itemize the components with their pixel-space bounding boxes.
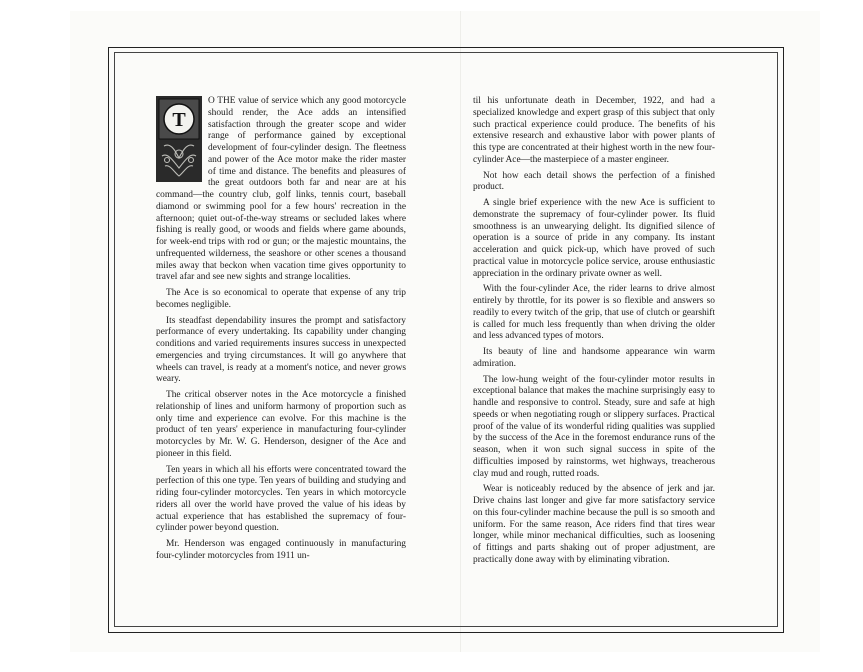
right-paragraph-2: Not how each detail shows the perfection of a finished product. [473,170,715,193]
left-column [156,96,406,567]
dropcap-letter: T [172,109,186,131]
left-paragraph-3: Its steadfast dependability insures the prompt and satisfactory performance of every undertaking. Its capability under changing conditions and varied requirements insures success in unexpected emergencies and trying circumstances. It will go anywhere that wheels can travel, is ready at a moment's notice, and never grows weary. [156,315,406,385]
right-paragraph-6: The low-hung weight of the four-cylinder motor results in exceptional balance that makes the machine surprisingly easy to handle and responsive to control. Steady, sure and safe at high speeds or when negotiating rough or slippery surfaces. Practical proof of the value of its wonderful riding qualities was supplied by the success of the Ace in the foremost endurance runs of the season, when it won such signal success in spite of the difficulties imposed by rainstorms, wet highways, treacherous clay mud and rough, rutted roads. [473,374,715,479]
right-paragraph-3: A single brief experience with the new Ace is sufficient to demonstrate the supremacy of four-cylinder power. Its fluid smoothness is an unwearying delight. Its dignified silence of operation is a source of pride in any company. Its instant acceleration and quick pick-up, which have proved of such practical value in motorcycle police service, arouse enthusiastic appreciation in the ordinary private owner as well. [473,198,715,279]
ornamental-dropcap-icon [156,96,202,182]
right-paragraph-5: Its beauty of line and handsome appearance win warm admiration. [473,347,715,369]
right-paragraph-1: til his unfortunate death in December, 1922, and had a specialized knowledge and expert grasp of this subject that only such practical experience could produce. The benefits of his extensive research and exhaustive labor with power plants of this type are concentrated at their highest worth in the new four-cylinder Ace—the masterpiece of a master engineer. [473,96,715,165]
left-paragraph-5: Ten years in which all his efforts were concentrated toward the perfection of this one type. Ten years of building and studying and riding four-cylinder motorcycles. Ten years in which motorcycle riders all over the world have proved the value of his ideas by actual experience that has established the supremacy of four-cylinder power beyond question. [156,464,406,534]
right-column [473,96,715,571]
left-paragraph-4: The critical observer notes in the Ace motorcycle a finished relationship of lines and uniform harmony of proportion such as only time and experience can evolve. For this machine is the product of ten years' experience in manufacturing four-cylinder motorcycles by Mr. W. G. Henderson, designer of the Ace and pioneer in this field. [156,390,406,459]
left-paragraph-1: O THE value of service which any good motorcycle should render, the Ace adds an intensified satisfaction through the greater scope and wider range of performance gained by exceptional development of four-cylinder design. The fleetness and power of the Ace motor make the rider master of time and distance. The benefits and pleasures of the great outdoors both far and near are at his command—the country club, golf links, tennis court, baseball diamond or swimming pool for a few hours' recreation in the afternoon; quiet out-of-the-way streams or secluded lakes where fishing is really good, or woods and fields where game abounds, for week-end trips with rod or gun; or the majestic mountains, the unfrequented wilderness, the seashore or other scenes a thousand miles away that beckon when vacation time gives opportunity to travel afar and see new sights and strange localities. [156,96,406,283]
right-paragraph-4: With the four-cylinder Ace, the rider learns to drive almost entirely by throttle, for its power is so flexible and answers so readily to every twitch of the grip, that use of clutch or gearshift is called for much less frequently than when driving the older and less advanced types of motors. [473,284,715,342]
left-paragraph-6: Mr. Henderson was engaged continuously in manufacturing four-cylinder motorcycles from 1911 un- [156,539,406,561]
right-paragraph-7: Wear is noticeably reduced by the absence of jerk and jar. Drive chains last longer and give far more satisfactory service on this four-cylinder machine because the pull is so smooth and uniform. For the same reason, Ace riders find that tires wear longer, while minor mechanical difficulties, such as loosening of fittings and parts shaking out of proper adjustment, are practically done away with by eliminating vibration. [473,484,715,565]
left-paragraph-2: The Ace is so economical to operate that expense of any trip becomes negligible. [156,288,406,310]
